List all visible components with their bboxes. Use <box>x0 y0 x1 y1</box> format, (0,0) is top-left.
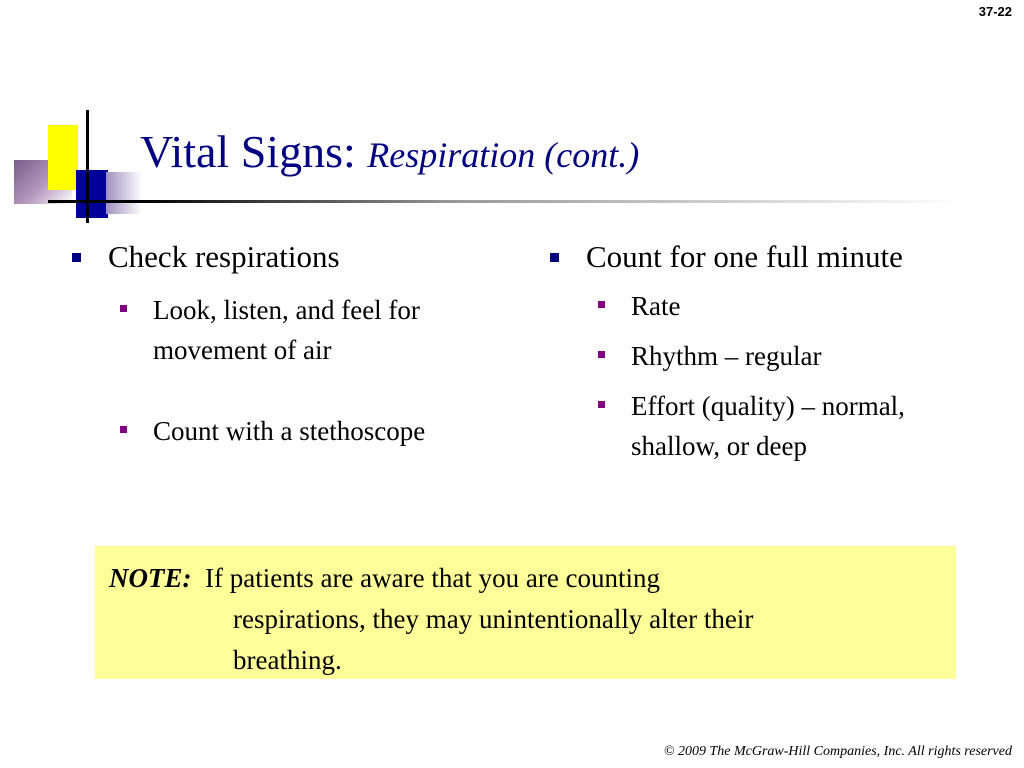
square-bullet-icon <box>598 401 605 408</box>
decorative-vertical-line <box>86 110 89 223</box>
bullet-level2 <box>120 290 522 370</box>
note-label: NOTE: <box>109 563 192 593</box>
square-bullet-icon <box>72 253 81 262</box>
title-main: Vital Signs: <box>140 126 356 177</box>
copyright-notice: © 2009 The McGraw-Hill Companies, Inc. All rights reserved <box>663 744 1012 759</box>
decorative-blue-square <box>76 170 108 218</box>
bullet-level2 <box>598 386 1000 466</box>
slide-number: 37-22 <box>978 4 1012 19</box>
note-text-1: If patients are aware that you are counting <box>205 563 661 593</box>
square-bullet-icon <box>550 253 559 262</box>
bullet-level2 <box>598 336 1000 376</box>
note-box <box>95 546 956 679</box>
note-text-3: breathing. <box>233 645 342 675</box>
square-bullet-icon <box>598 301 605 308</box>
note-line-1 <box>109 558 942 599</box>
bullet-level1 <box>72 236 522 278</box>
bullet-text: Look, listen, and feel for movement of air <box>153 295 420 365</box>
square-bullet-icon <box>120 426 127 433</box>
bullet-text: Count for one full minute <box>586 239 903 274</box>
bullet-level1 <box>550 236 1000 278</box>
square-bullet-icon <box>120 305 127 312</box>
bullet-level2 <box>120 411 522 451</box>
title-subtitle: Respiration (cont.) <box>367 135 640 175</box>
slide-title <box>140 124 639 183</box>
bullet-text: Check respirations <box>108 239 340 274</box>
right-column <box>550 236 1000 466</box>
decorative-lavender-fade <box>106 172 142 214</box>
bullet-text: Effort (quality) – normal, shallow, or deep <box>631 391 905 461</box>
title-underline <box>48 200 960 203</box>
bullet-text: Count with a stethoscope <box>153 416 426 446</box>
decorative-yellow-square <box>48 125 78 190</box>
note-text-2: respirations, they may unintentionally alter their <box>233 604 754 634</box>
bullet-text: Rate <box>631 291 681 321</box>
square-bullet-icon <box>598 351 605 358</box>
left-column <box>72 236 522 451</box>
bullet-text: Rhythm – regular <box>631 341 822 371</box>
bullet-level2 <box>598 286 1000 326</box>
